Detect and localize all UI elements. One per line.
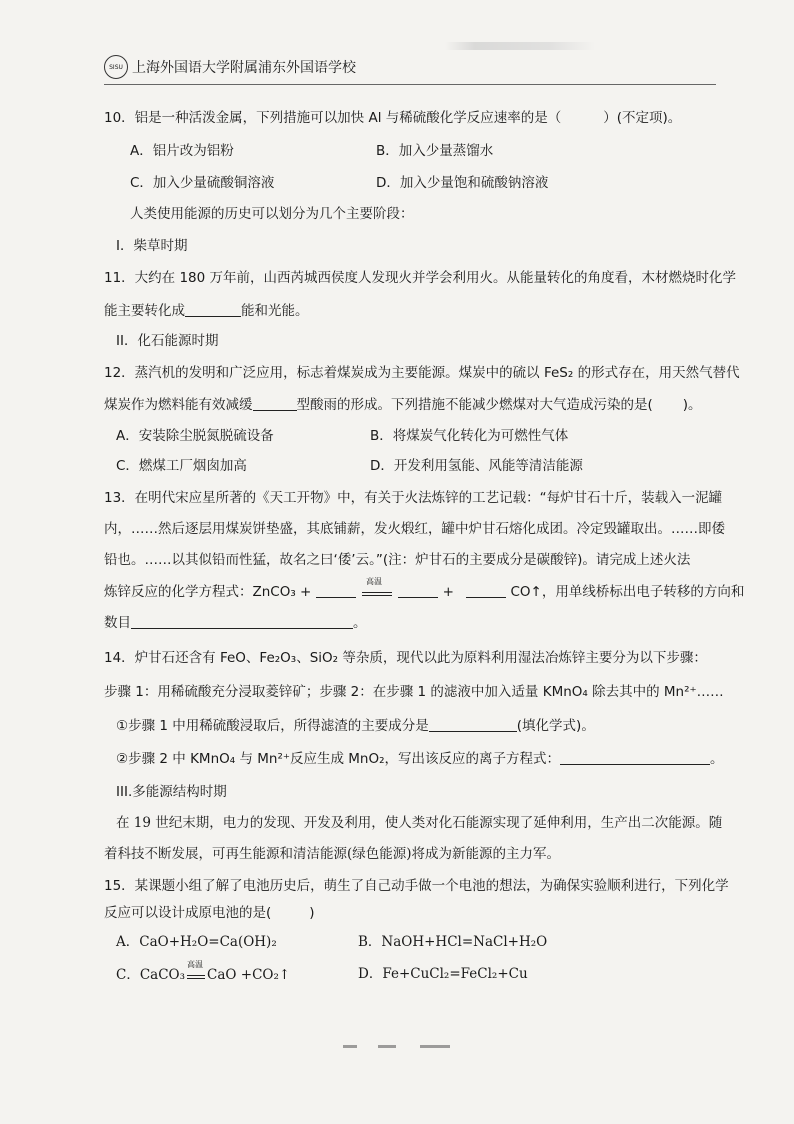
q13-equation-lhs: 炼锌反应的化学方程式：ZnCO₃ + bbox=[104, 584, 312, 600]
q14-sub1-post: (填化学式)。 bbox=[516, 718, 595, 734]
q13-blank-1 bbox=[316, 583, 356, 598]
page-footer-mark bbox=[343, 1045, 357, 1048]
q12-line2-post: )。 bbox=[682, 397, 702, 413]
school-logo-icon: SISU bbox=[104, 55, 128, 79]
q13-line2: 内，……然后逐层用煤炭饼垫盛，其底铺薪，发火煅红，罐中炉甘石熔化成团。冷定毁罐取出。……即倭 bbox=[104, 521, 725, 537]
q13-line5 bbox=[104, 614, 367, 631]
q13-equation-rhs: CO↑，用单线桥标出电子转移的方向和 bbox=[510, 584, 745, 600]
para-line2: 着科技不断发展，可再生能源和清洁能源(绿色能源)将成为新能源的主力军。 bbox=[104, 846, 561, 862]
q11-blank bbox=[185, 302, 241, 317]
reaction-condition bbox=[360, 577, 394, 599]
q12-line2-pre: 煤炭作为燃料能有效减缓 bbox=[104, 397, 253, 413]
q12-option-a: A．安装除尘脱氮脱硫设备 bbox=[116, 428, 274, 444]
q11-line2-pre: 能主要转化成 bbox=[104, 303, 185, 319]
q10-stem-text: 10．铝是一种活泼金属，下列措施可以加快 Al 与稀硫酸化学反应速率的是（ bbox=[104, 110, 562, 126]
q10-option-c: C．加入少量硫酸铜溶液 bbox=[130, 175, 275, 191]
q14-sub1-pre: ①步骤 1 中用稀硫酸浸取后，所得滤渣的主要成分是 bbox=[116, 718, 429, 734]
q15-line2 bbox=[104, 905, 315, 921]
q13-line4 bbox=[104, 577, 745, 600]
q12-option-b: B．将煤炭气化转化为可燃性气体 bbox=[370, 428, 569, 444]
q10-stem bbox=[104, 110, 681, 126]
q12-option-c: C．燃煤工厂烟囱加高 bbox=[116, 458, 247, 474]
page-footer-mark bbox=[420, 1045, 450, 1048]
q13-line1: 13．在明代宋应星所著的《天工开物》中，有关于火法炼锌的工艺记载：“每炉甘石十斤，装载入一泥罐 bbox=[104, 490, 723, 506]
q10-option-d: D．加入少量饱和硫酸钠溶液 bbox=[376, 175, 549, 191]
q10-option-a: A．铝片改为铝粉 bbox=[130, 143, 234, 159]
q15-option-b: B．NaOH+HCl=NaCl+H₂O bbox=[358, 934, 548, 950]
q14-sub2-pre: ②步骤 2 中 KMnO₄ 与 Mn²⁺反应生成 MnO₂，写出该反应的离子方程式： bbox=[116, 751, 561, 767]
q15-line2-post: ) bbox=[309, 905, 315, 921]
q10-option-b: B．加入少量蒸馏水 bbox=[376, 143, 494, 159]
stage-3-heading: III.多能源结构时期 bbox=[116, 784, 227, 800]
q14-sub2 bbox=[116, 750, 724, 767]
stage-2-heading: II．化石能源时期 bbox=[116, 333, 219, 349]
q15-line2-pre: 反应可以设计成原电池的是( bbox=[104, 905, 272, 921]
q13-blank-2 bbox=[398, 583, 438, 598]
q11-line1: 11．大约在 180 万年前，山西芮城西侯度人发现火并学会利用火。从能量转化的角度看，木材燃烧时化学 bbox=[104, 270, 737, 286]
q12-blank bbox=[253, 396, 297, 411]
header-divider bbox=[104, 84, 716, 85]
q13-blank-3 bbox=[466, 583, 506, 598]
para-line1: 在 19 世纪末期，电力的发现、开发及利用，使人类对化石能源实现了延伸利用，生产出二次能源。随 bbox=[116, 815, 723, 831]
q14-blank-2 bbox=[560, 750, 710, 765]
q15-option-d: D．Fe+CuCl₂=FeCl₂+Cu bbox=[358, 966, 528, 982]
stages-intro: 人类使用能源的历史可以划分为几个主要阶段： bbox=[130, 206, 414, 222]
q14-line1: 14．炉甘石还含有 FeO、Fe₂O₃、SiO₂ 等杂质，现代以此为原料利用湿法冶炼锌主要分为以下步骤： bbox=[104, 650, 707, 666]
q13-line3: 铅也。……以其似铅而性猛，故名之曰‘倭’云。”(注：炉甘石的主要成分是碳酸锌)。请完成上述火法 bbox=[104, 552, 691, 568]
q12-option-d: D．开发利用氢能、风能等清洁能源 bbox=[370, 458, 583, 474]
q10-paren-close: ）(不定项)。 bbox=[603, 110, 682, 126]
condition-label: 高温 bbox=[187, 960, 204, 969]
q13-line5-pre: 数目 bbox=[104, 615, 131, 631]
q14-blank-1 bbox=[429, 717, 517, 732]
q13-blank-4 bbox=[131, 614, 353, 629]
q15-option-c-post: CaO +CO₂↑ bbox=[207, 967, 291, 983]
q13-line5-post: 。 bbox=[353, 615, 367, 631]
stage-1-heading: I．柴草时期 bbox=[116, 238, 188, 254]
q12-line1: 12．蒸汽机的发明和广泛应用，标志着煤炭成为主要能源。煤炭中的硫以 FeS₂ 的形式存在，用天然气替代 bbox=[104, 365, 740, 381]
q14-sub1 bbox=[116, 717, 595, 734]
q12-line2 bbox=[104, 396, 702, 413]
condition-label: 高温 bbox=[365, 577, 382, 586]
q15-option-c bbox=[116, 960, 291, 983]
scan-smudge bbox=[445, 42, 595, 50]
q15-option-a: A．CaO+H₂O=Ca(OH)₂ bbox=[116, 934, 277, 950]
school-name: 上海外国语大学附属浦东外国语学校 bbox=[132, 60, 356, 76]
page-footer-mark bbox=[378, 1045, 396, 1048]
page-header bbox=[104, 52, 356, 82]
q14-sub2-post: 。 bbox=[710, 751, 724, 767]
q15-option-c-pre: C．CaCO₃ bbox=[116, 967, 186, 983]
q14-line2: 步骤 1：用稀硫酸充分浸取菱锌矿；步骤 2：在步骤 1 的滤液中加入适量 KMnO₄ 除去其中的 Mn²⁺…… bbox=[104, 684, 724, 700]
q11-line2-post: 能和光能。 bbox=[241, 303, 309, 319]
reaction-condition bbox=[185, 960, 207, 982]
q12-line2-mid: 型酸雨的形成。下列措施不能减少燃煤对大气造成污染的是( bbox=[296, 397, 653, 413]
q13-plus: + bbox=[442, 584, 454, 600]
q15-line1: 15．某课题小组了解了电池历史后，萌生了自己动手做一个电池的想法，为确保实验顺利进行，下列化学 bbox=[104, 878, 729, 894]
q11-line2 bbox=[104, 302, 309, 319]
